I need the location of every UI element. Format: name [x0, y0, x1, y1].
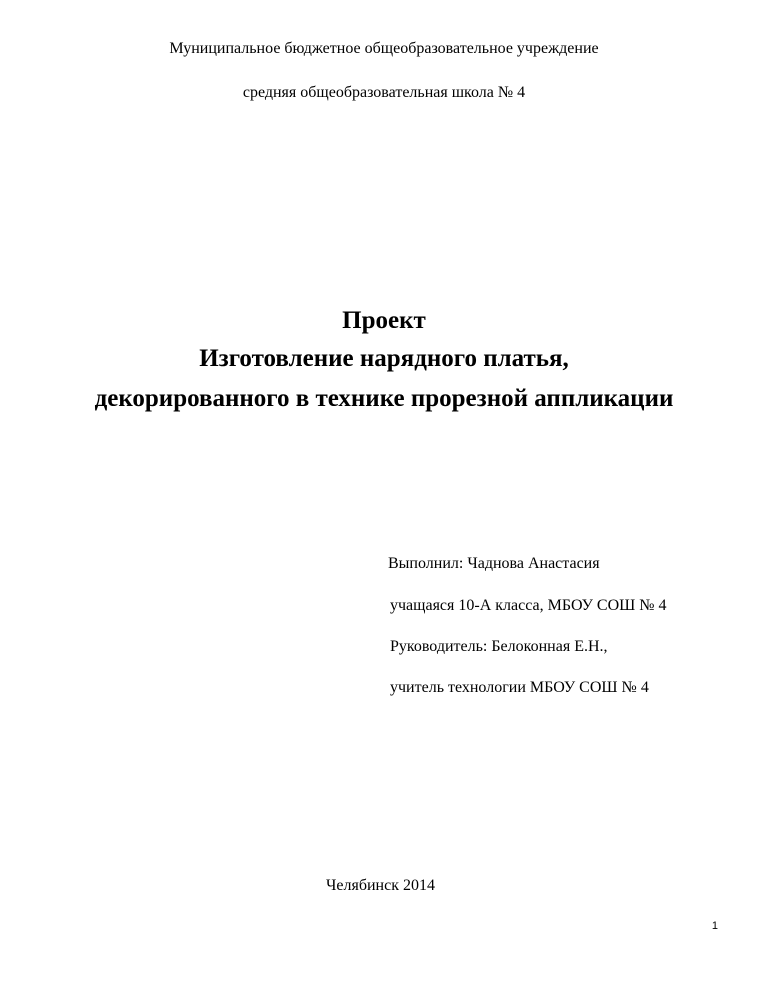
title-line-2: Изготовление нарядного платья,	[199, 345, 569, 372]
city-year: Челябинск 2014	[326, 877, 435, 894]
title-project: Проект	[342, 307, 426, 334]
institution-line-1: Муниципальное бюджетное общеобразовательное учреждение	[169, 40, 599, 57]
author-line: Выполнил: Чаднова Анастасия	[388, 555, 600, 572]
student-class-line: учащаяся 10-А класса, МБОУ СОШ № 4	[390, 597, 667, 614]
institution-line-2: средняя общеобразовательная школа № 4	[242, 84, 526, 101]
supervisor-line: Руководитель: Белоконная Е.Н.,	[390, 638, 608, 655]
page-number: 1	[711, 920, 718, 932]
supervisor-position-line: учитель технологии МБОУ СОШ № 4	[390, 679, 649, 696]
title-line-3: декорированного в технике прорезной аппликации	[94, 385, 674, 412]
